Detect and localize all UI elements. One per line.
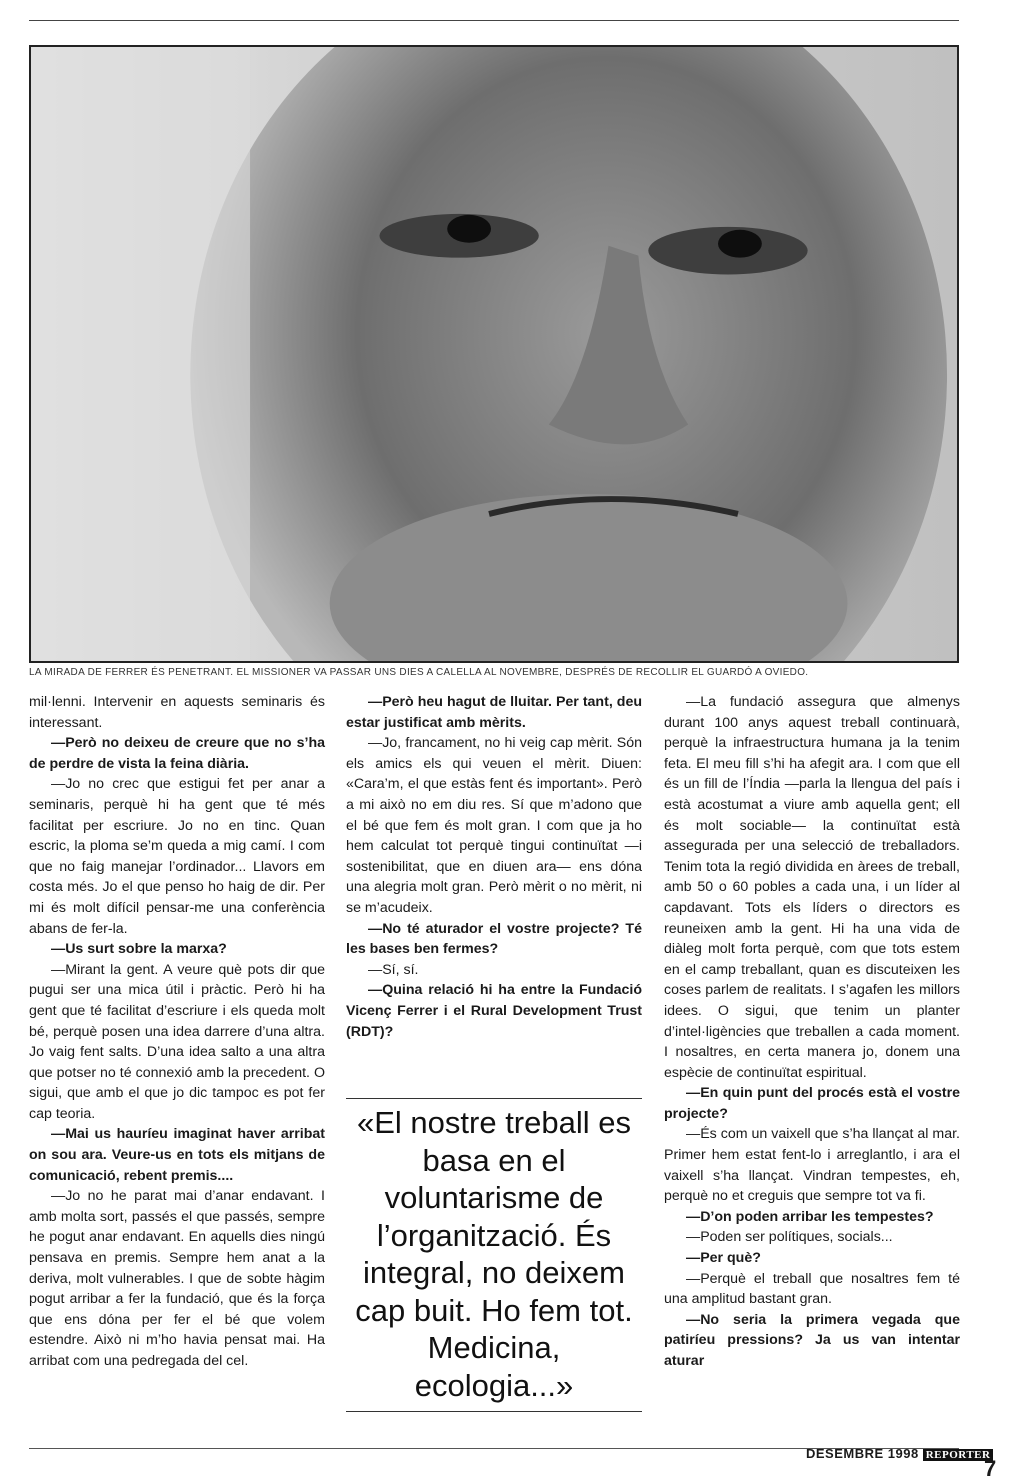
paragraph: —La fundació assegura que almenys durant 100 anys aquest treball continuarà, perquè la infraestructura humana ja la tenim feta. El meu fill s’hi ha afegit ara. I com que ell és un fill de l’Índia —parla la llengua del país i està acostumat a viure amb aquella gent; ell és molt sociable— la continuïtat està assegurada per una selecció de treballadors. Tenim tota la regió dividida en àrees de treball, amb 50 o 60 pobles a cada una, i un líder al capdavant. Tots els líders o directors es reuneixen amb la gent. Hi ha una vida de diàleg molt forta perquè, com que tots estem en el camp treballant, quan es discuteixen les coses parlem de realitats. I s’agafen les millors idees. O sigui, que tenim un planter d’intel·ligències que treballen a cada moment. I nosaltres, en certa manera jo, donem una espècie de continuïtat espiritual. [664,694,960,1081]
question: —No té aturador el vostre projecte? Té les bases ben fermes? [346,920,642,958]
question: —D’on poden arribar les tempestes? [686,1208,934,1225]
issue-date: DESEMBRE 1998 [806,1446,919,1461]
page-number: 7 [984,1456,997,1481]
footer [806,1446,993,1461]
paragraph: —Jo no crec que estigui fet per anar a seminaris, perquè hi ha gent que té més facilitat per escriure. Jo no en tinc. Quan escric, la ploma se’m queda a mig camí. I com que no faig manejar l’ordinador... Llavors em costa més. Jo el que penso ho haig de dir. Per mi és molt difícil pensar-me una conferència abans de fer-la. [29,776,325,937]
text-column-2 [346,692,642,1042]
text-column-1 [29,692,325,1372]
question: —Mai us hauríeu imaginat haver arribat on sou ara. Veure-us en tots els mitjans de comunicació, rebent premis.... [29,1126,325,1184]
paragraph: —Jo, francament, no hi veig cap mèrit. Són els amics els qui veuen el mèrit. Diuen: «Cara’m, el que estàs fent és important». Però a mi això no em diu res. Sí que m’adono que el bé que fem és molt gran. I com que ja ho hem calculat tot perquè tingui continuïtat —i sostenibilitat, que en diuen ara— ens dóna una alegria molt gran. Però mèrit o no mèrit, ni se m’acudeix. [346,735,642,916]
portrait-photo [29,45,959,663]
question: —En quin punt del procés està el vostre projecte? [664,1085,960,1122]
question: —Per què? [686,1250,761,1267]
question: —Però heu hagut de lluitar. Per tant, deu estar justificat amb mèrits. [346,694,642,731]
portrait-image [31,47,957,661]
paragraph: —Mirant la gent. A veure què pots dir que pugui ser una mica útil i pràctic. Però hi ha gent que té facilitat d’escriure i els queda molt bé, perquè posen una idea darrere d’una altra. Jo vaig fent salts. D’una idea salto a una altra que potser no té connexió amb la precedent. O sigui, que amb el que jo dic tampoc es pot fer cap teoria. [29,961,325,1122]
paragraph: —Sí, sí. [368,961,419,978]
magazine-logo: REPORTER [923,1449,994,1461]
paragraph: —És com un vaixell que s’ha llançat al mar. Primer hem estat fent-lo i arreglantlo, i ara el vaixell s’ha llançat. Vindran tempestes, eh, perquè no et creguis que sempre tot va fi. [664,1126,960,1205]
paragraph: —Perquè el treball que nosaltres fem té una amplitud bastant gran. [664,1270,960,1308]
paragraph: mil·lenni. Intervenir en aquests seminaris és interessant. [29,694,325,731]
question: —Quina relació hi ha entre la Fundació Vicenç Ferrer i el Rural Development Trust (RDT)? [346,982,642,1040]
question: —Però no deixeu de creure que no s’ha de perdre de vista la feina diària. [29,735,325,772]
question: —Us surt sobre la marxa? [51,941,227,958]
top-rule [29,20,959,21]
pullquote-rule-bottom [346,1411,642,1412]
photo-caption: LA MIRADA DE FERRER ÉS PENETRANT. EL MISSIONER VA PASSAR UNS DIES A CALELLA AL NOVEMBRE, DESPRÉS DE RECOLLIR EL GUARDÓ A OVIEDO. [29,667,809,678]
pullquote: «El nostre treball es basa en el voluntarisme de l’organització. És integral, no deixem cap buit. Ho fem tot. Medicina, ecologia...» [355,1105,633,1403]
question: —No seria la primera vegada que patiríeu pressions? Ja us van intentar aturar [664,1311,960,1369]
text-column-3 [664,692,960,1372]
paragraph: —Jo no he parat mai d’anar endavant. I amb molta sort, passés el que passés, sempre he pogut anar endavant. En aquells dies ningú pensava en premis. Sempre hem anat a la deriva, molt vulnerables. I que de sobte hàgim pogut arribar a fer la fundació, que és la força que ens dóna per fer el bé que volem estendre. Això ni m’ho havia pensat mai. Ha arribat com una pedregada del cel. [29,1188,325,1369]
paragraph: —Poden ser polítiques, socials... [686,1229,893,1246]
pullquote-rule-top [346,1098,642,1099]
